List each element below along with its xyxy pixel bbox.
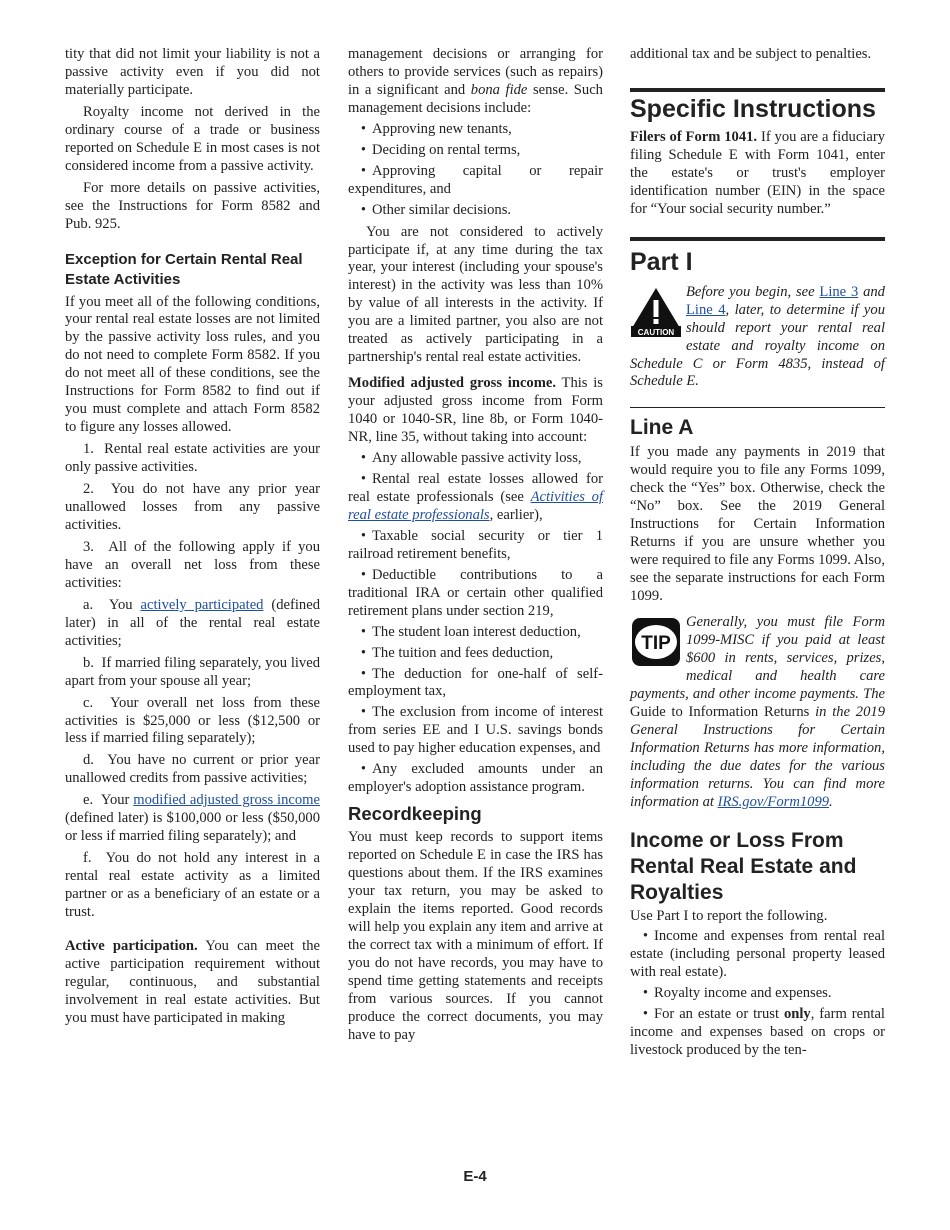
paragraph (348, 46, 603, 118)
run-in-heading: Filers of Form 1041. (630, 128, 758, 145)
bullet-item: • Taxable social security or tier 1 railroad retirement benefits, (348, 527, 603, 562)
text: a. You (83, 596, 141, 613)
bullet-item: • Approving new tenants, (360, 120, 512, 137)
text: (defined later) in all of the rental real estate activities; (65, 596, 320, 649)
paragraph: You must keep records to support items reported on Schedule E in case the IRS has questions about them. If the IRS examines your tax return, you may be asked to explain the items reported. Good records will help you explain any item and arrive at the correct tax with a minimum of effort. If you do not have records, you may have to spend time getting statements and receipts from various sources. If you cannot produce the correct documents, you may have to pay (348, 829, 603, 1043)
bullet-item: • Deciding on rental terms, (360, 141, 521, 158)
run-in-heading: Modified adjusted gross income. (348, 375, 557, 392)
bullet-item: • Other similar decisions. (360, 201, 512, 218)
text: , later, to determine if you should report your rental real estate and royalty income on Schedule C or Form 4835, instead of Schedule E. (630, 301, 885, 390)
text: . (829, 793, 833, 810)
list-item: 1. Rental real estate activities are your only passive activities. (65, 441, 320, 476)
text: in the 2019 General Instructions for Certain Information Returns has more information, including the due dates for the various information returns. You can find more information at (630, 703, 885, 810)
svg-text:TIP: TIP (641, 633, 671, 655)
text: For an estate or trust (654, 1006, 784, 1023)
bullet-item: • Approving capital or repair expenditures, and (348, 162, 603, 197)
section-divider (630, 237, 885, 241)
link-line-4[interactable]: Line 4 (686, 301, 726, 318)
bullet-item: • The deduction for one-half of self-employment tax, (348, 665, 603, 700)
text: The tuition and fees deduction, (372, 644, 554, 661)
list-item: d. You have no current or prior year unallowed credits from passive activities; (65, 752, 320, 787)
svg-text:CAUTION: CAUTION (637, 327, 675, 337)
section-heading: Exception for Certain Rental Real Estate Activities (65, 250, 303, 288)
text: , farm rental income and expenses based on crops or livestock produced by the ten- (630, 1006, 885, 1059)
bullet-item: • Any allowable passive activity loss, (360, 450, 582, 467)
column-2 (348, 46, 603, 1045)
text: Royalty income and expenses. (654, 985, 832, 1002)
text: Taxable social security or tier 1 railroad retirement benefits, (348, 527, 603, 562)
tip-notice (630, 614, 885, 811)
bullet-item: • Royalty income and expenses. (642, 985, 832, 1002)
text: Any excluded amounts under an employer's adoption assistance program. (348, 761, 603, 796)
section-heading-income-or-loss: Income or Loss From Rental Real Estate and Royalties (630, 828, 857, 904)
text: , earlier), (489, 506, 543, 523)
text: only (783, 1006, 811, 1023)
text: e. Your (83, 792, 134, 809)
caution-notice (630, 284, 885, 392)
text: Before you begin, see (686, 283, 820, 300)
bullet-item: • Deductible contributions to a traditional IRA or certain other qualified retirement plans under section 219, (348, 566, 603, 619)
text: sense. Such management decisions include: (348, 81, 603, 116)
text: Guide to Information Returns (630, 703, 810, 720)
text: (defined later) is $100,000 or less ($50,000 or less if married filing separately); and (65, 810, 320, 845)
bullet-item: • Income and expenses from rental real estate (including personal property leased with real estate). (630, 928, 885, 981)
link-real-estate-professionals[interactable]: Activities of real estate professionals (348, 488, 603, 523)
section-divider (630, 407, 885, 408)
text: You can meet the active participation requirement without regular, continuous, and substantial involvement in real estate activities. But you must have participated in making (65, 937, 320, 1026)
text: and (858, 283, 885, 300)
paragraph (348, 375, 603, 447)
paragraph: If you made any payments in 2019 that would require you to file any Forms 1099, check the “Yes” box. Otherwise, check the “No” box. See the 2019 General Instructions for Certain Information Returns if you are unsure whether you were required to file any Forms 1099. Also, see the separate instructions for each Form 1099. (630, 444, 885, 605)
list-item: 3. All of the following apply if you have an overall net loss from these activities: (65, 538, 320, 591)
bullet-item: • The exclusion from income of interest from series EE and I U.S. savings bonds used to pay higher education expenses, and (348, 704, 603, 757)
text: Income and expenses from rental real estate (including personal property leased with real estate). (630, 928, 885, 981)
section-divider (630, 88, 885, 92)
paragraph: Use Part I to report the following. (630, 907, 828, 924)
text: Other similar decisions. (372, 201, 512, 218)
text: The deduction for one-half of self-employment tax, (348, 665, 603, 700)
text: bona fide (470, 81, 528, 98)
paragraph (630, 129, 885, 219)
text: This is your adjusted gross income from Form 1040 or 1040-SR, line 8b, or Form 1040-NR, line 35, without taking into account: (348, 375, 603, 446)
paragraph: tity that did not limit your liability is not a passive activity even if you did not materially participate. (65, 46, 320, 98)
tip-icon (630, 616, 682, 668)
link-modified-agi[interactable]: modified adjusted gross income (133, 792, 320, 809)
paragraph: additional tax and be subject to penalties. (630, 46, 872, 62)
text: Rental real estate losses allowed for real estate professionals (see (348, 470, 603, 505)
text: Approving new tenants, (372, 120, 512, 137)
paragraph (65, 938, 320, 1028)
column-3 (630, 46, 885, 1060)
bullet-item: • The tuition and fees deduction, (360, 644, 554, 661)
caution-icon (630, 286, 682, 338)
list-item: 2. You do not have any prior year unallowed losses from any passive activities. (65, 481, 320, 533)
bullet-item: • The student loan interest deduction, (360, 623, 581, 640)
paragraph: For more details on passive activities, see the Instructions for Form 8582 and Pub. 925. (65, 179, 320, 232)
run-in-heading: Active participation. (65, 937, 198, 954)
bullet-item: • For an estate or trust only, farm rental income and expenses based on crops or livestock produced by the ten- (630, 1006, 885, 1059)
section-heading-specific-instructions: Specific Instructions (630, 94, 876, 123)
link-actively-participated[interactable]: actively participated (140, 596, 264, 613)
text: The exclusion from income of interest from series EE and I U.S. savings bonds used to pay higher education expenses, and (348, 704, 603, 757)
text: If you are a fiduciary filing Schedule E with Form 1041, enter the estate's or trust's employer identification number (EIN) in the space for “Your social security number.” (630, 128, 885, 217)
text: Any allowable passive activity loss, (372, 450, 582, 467)
link-irs-form1099[interactable]: IRS.gov/Form1099 (717, 793, 830, 810)
paragraph: Royalty income not derived in the ordinary course of a trade or business reported on Schedule E in most cases is not considered income from a passive activity. (65, 103, 320, 174)
list-item: b. If married filing separately, you lived apart from your spouse all year; (65, 654, 320, 689)
link-line-3[interactable]: Line 3 (819, 283, 859, 300)
section-heading: Recordkeeping (348, 803, 482, 825)
text: Deductible contributions to a traditional IRA or certain other qualified retirement plans under section 219, (348, 566, 603, 619)
column-1 (65, 46, 320, 1028)
list-item (65, 597, 320, 651)
list-item: c. Your overall net loss from these activities is $25,000 or less ($12,500 or less if married filing separately); (65, 694, 320, 747)
text: Generally, you must file Form 1099-MISC if you paid at least $600 in rents, services, prizes, medical and health care payments, and other income payments. The (630, 614, 885, 702)
list-item (65, 792, 320, 846)
text: management decisions or arranging for others to provide services (such as repairs) in a significant and (348, 46, 603, 98)
section-heading-line-a: Line A (630, 416, 694, 440)
page-number: E-4 (463, 1168, 487, 1185)
paragraph: If you meet all of the following conditions, your rental real estate losses are not limited by the passive activity loss rules, and you do not need to complete Form 8582. If you do not meet all of these conditions, see the Instructions for Form 8582 to find out if you must complete and attach Form 8582 to figure any losses allowed. (65, 293, 320, 436)
text: The student loan interest deduction, (372, 623, 581, 640)
section-heading-part-1: Part I (630, 247, 693, 276)
paragraph: You are not considered to actively participate if, at any time during the tax year, your interest (including your spouse's interest) in the activity was less than 10% by value of all interests in the activity. If you are a limited partner, you also are not treated as actively participating in a partnership's rental real estate activities. (348, 223, 603, 366)
list-item: f. You do not hold any interest in a rental real estate activity as a limited partner or as a beneficiary of an estate or a trust. (65, 850, 320, 921)
bullet-item: • Any excluded amounts under an employer's adoption assistance program. (348, 761, 603, 796)
text: Approving capital or repair expenditures, and (348, 162, 603, 197)
text: Deciding on rental terms, (372, 141, 521, 158)
bullet-item: • Rental real estate losses allowed for real estate professionals (see Activities of real estate professionals, earlier), (348, 470, 603, 523)
